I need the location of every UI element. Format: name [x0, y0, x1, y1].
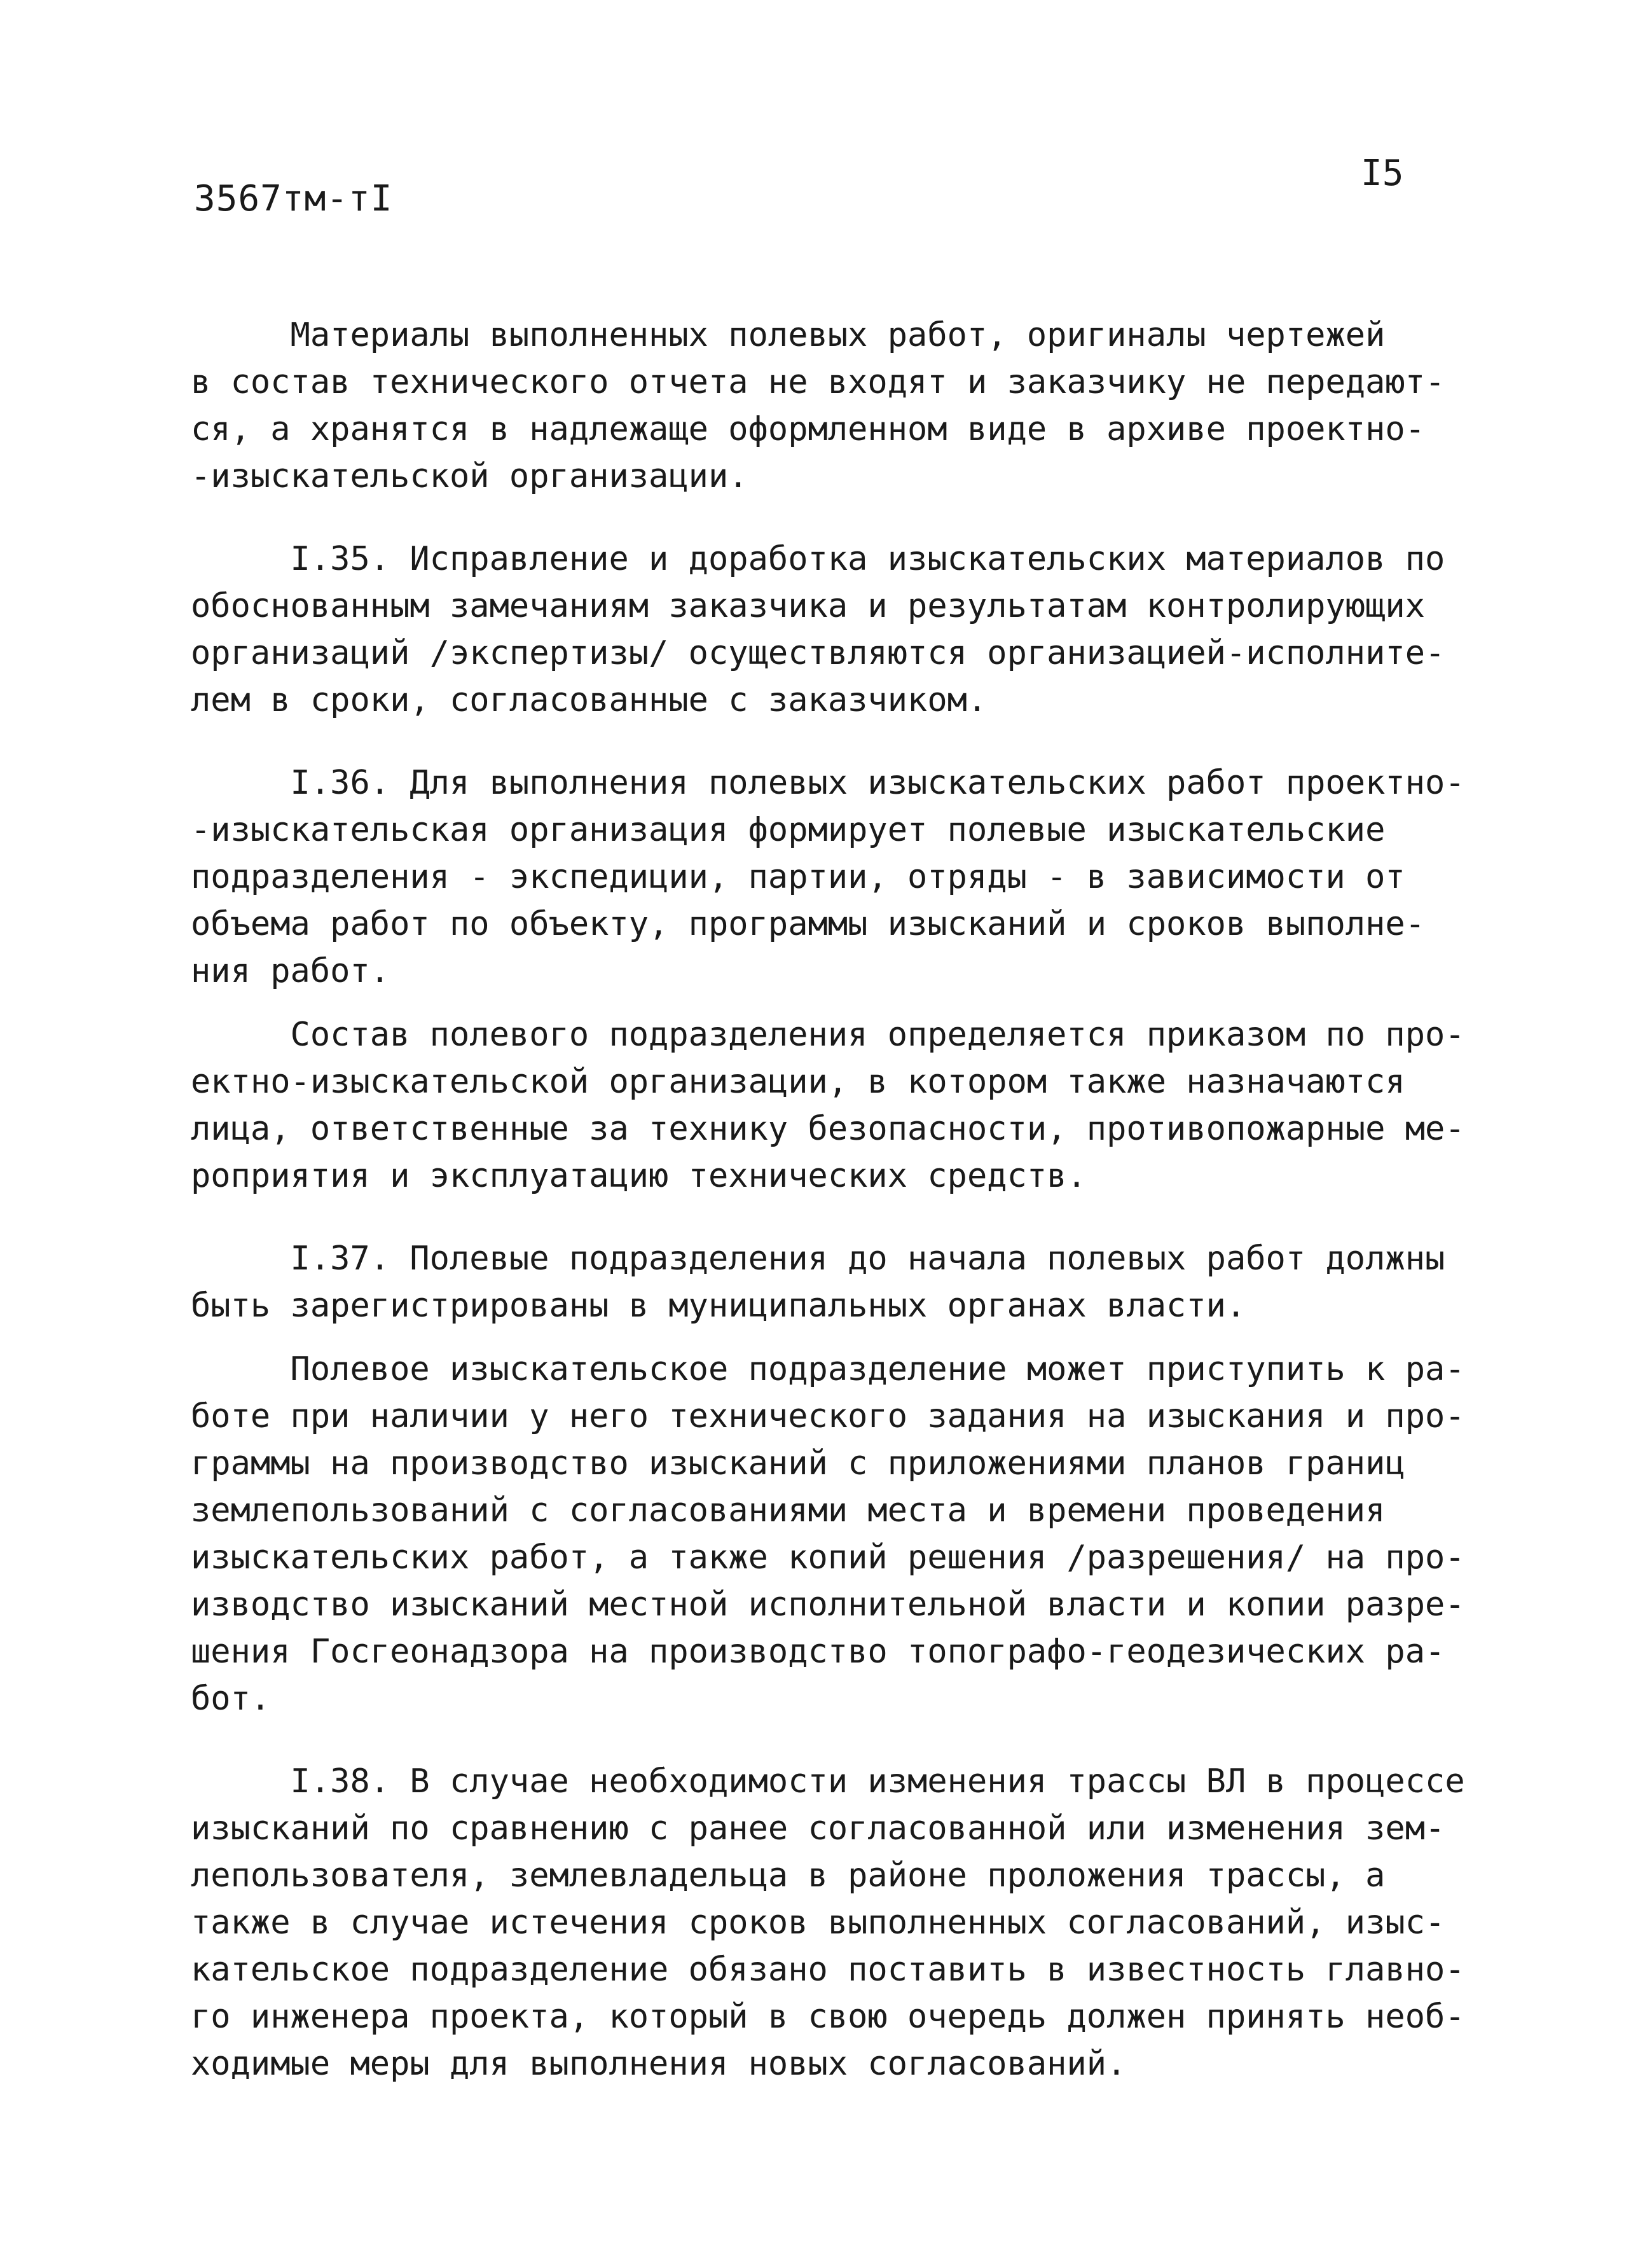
- text-line: ектно-изыскательской организации, в котором также назначаются: [191, 1063, 1405, 1101]
- text-line: также в случае истечения сроков выполненных согласований, изыс-: [191, 1904, 1445, 1942]
- text-line: I.37. Полевые подразделения до начала полевых работ должны: [191, 1240, 1445, 1278]
- text-line: быть зарегистрированы в муниципальных органах власти.: [191, 1287, 1246, 1325]
- text-line: -изыскательская организация формирует полевые изыскательские: [191, 811, 1386, 849]
- text-line: землепользований с согласованиями места и времени проведения: [191, 1491, 1386, 1530]
- text-line: изысканий по сравнению с ранее согласованной или изменения зем-: [191, 1809, 1445, 1848]
- page-number: I5: [1361, 153, 1404, 194]
- text-line: Материалы выполненных полевых работ, оригиналы чертежей: [191, 316, 1386, 354]
- paragraph-archive-materials: [191, 312, 1463, 500]
- text-line: ходимые меры для выполнения новых согласований.: [191, 2045, 1127, 2083]
- text-line: I.36. Для выполнения полевых изыскательских работ проектно-: [191, 764, 1465, 802]
- paragraph-section-1-38: [191, 1758, 1463, 2087]
- text-line: Полевое изыскательское подразделение может приступить к ра-: [191, 1350, 1465, 1388]
- text-line: го инженера проекта, который в свою очередь должен принять необ-: [191, 1998, 1465, 2036]
- body-text: [191, 312, 1463, 2087]
- text-line: шения Госгеонадзора на производство топографо-геодезических ра-: [191, 1633, 1445, 1671]
- text-line: кательское подразделение обязано поставить в известность главно-: [191, 1951, 1465, 1989]
- text-line: -изыскательской организации.: [191, 457, 748, 495]
- text-line: объема работ по объекту, программы изысканий и сроков выполне-: [191, 905, 1426, 943]
- text-line: в состав технического отчета не входят и заказчику не передают-: [191, 363, 1445, 401]
- text-line: боте при наличии у него технического задания на изыскания и про-: [191, 1397, 1465, 1435]
- paragraph-section-1-37: [191, 1235, 1463, 1329]
- paragraph-field-unit-composition: [191, 1011, 1463, 1200]
- paragraph-section-1-36: [191, 759, 1463, 995]
- text-line: изыскательских работ, а также копий решения /разрешения/ на про-: [191, 1538, 1465, 1577]
- text-line: I.35. Исправление и доработка изыскательских материалов по: [191, 540, 1445, 578]
- text-line: лепользователя, землевладельца в районе проложения трассы, а: [191, 1856, 1386, 1895]
- text-line: ния работ.: [191, 952, 390, 990]
- text-line: I.38. В случае необходимости изменения трассы ВЛ в процессе: [191, 1762, 1465, 1801]
- text-line: подразделения - экспедиции, партии, отряды - в зависимости от: [191, 858, 1405, 896]
- paragraph-field-unit-start: [191, 1346, 1463, 1722]
- text-line: лем в сроки, согласованные с заказчиком.: [191, 681, 988, 719]
- text-line: лица, ответственные за технику безопасности, противопожарные ме-: [191, 1110, 1465, 1148]
- text-line: роприятия и эксплуатацию технических средств.: [191, 1157, 1087, 1195]
- text-line: Состав полевого подразделения определяется приказом по про-: [191, 1016, 1465, 1054]
- text-line: ся, а хранятся в надлежаще оформленном виде в архиве проектно-: [191, 410, 1426, 448]
- text-line: организаций /экспертизы/ осуществляются организацией-исполните-: [191, 634, 1445, 672]
- text-line: граммы на производство изысканий с приложениями планов границ: [191, 1444, 1405, 1483]
- text-line: бот.: [191, 1680, 271, 1718]
- text-line: обоснованным замечаниям заказчика и результатам контролирующих: [191, 587, 1426, 625]
- document-code: 3567тм-тI: [194, 178, 393, 219]
- paragraph-section-1-35: [191, 536, 1463, 724]
- text-line: изводство изысканий местной исполнительной власти и копии разре-: [191, 1586, 1465, 1624]
